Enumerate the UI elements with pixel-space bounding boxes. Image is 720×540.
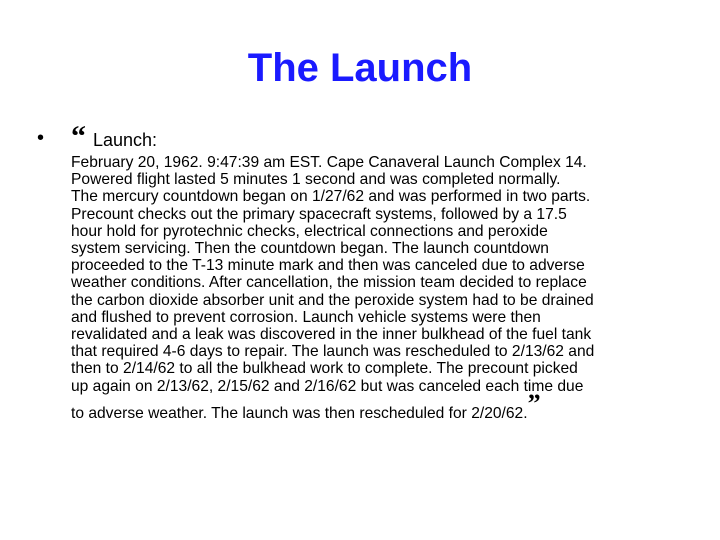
body-line: the carbon dioxide absorber unit and the peroxide system had to be drained [71,291,594,309]
body-line-text: to adverse weather. The launch was then rescheduled for 2/20/62. [71,404,528,422]
open-quote-mark: “ [71,120,86,153]
body-line: that required 4-6 days to repair. The launch was rescheduled to 2/13/62 and [71,343,595,361]
bullet-label: Launch: [93,130,158,150]
body-line: hour hold for pyrotechnic checks, electrical connections and peroxide [71,222,548,240]
bullet-icon: • [37,127,45,149]
body-line: Precount checks out the primary spacecraft systems, followed by a 17.5 [71,205,567,223]
body-line: revalidated and a leak was discovered in the inner bulkhead of the fuel tank [71,326,592,344]
body-line: and flushed to prevent corrosion. Launch vehicle systems were then [71,308,541,326]
body-line: proceeded to the T-13 minute mark and then was canceled due to adverse [71,257,585,275]
body-line: weather conditions. After cancellation, the mission team decided to replace [71,274,587,292]
body-line-last [71,388,683,422]
body-line: system servicing. Then the countdown began. The launch countdown [71,240,549,258]
body-line: February 20, 1962. 9:47:39 am EST. Cape Canaveral Launch Complex 14. [71,154,587,171]
body-line: up again on 2/13/62, 2/15/62 and 2/16/62 but was canceled each time due [71,377,584,395]
body-line: then to 2/14/62 to all the bulkhead work to complete. The precount picked [71,360,578,378]
slide-title: The Launch [247,46,473,90]
bullet-body [71,154,683,422]
close-quote-mark: ” [527,388,541,418]
body-line: Powered flight lasted 5 minutes 1 second and was completed normally. [71,171,561,189]
body-line: The mercury countdown began on 1/27/62 and was performed in two parts. [71,188,591,206]
